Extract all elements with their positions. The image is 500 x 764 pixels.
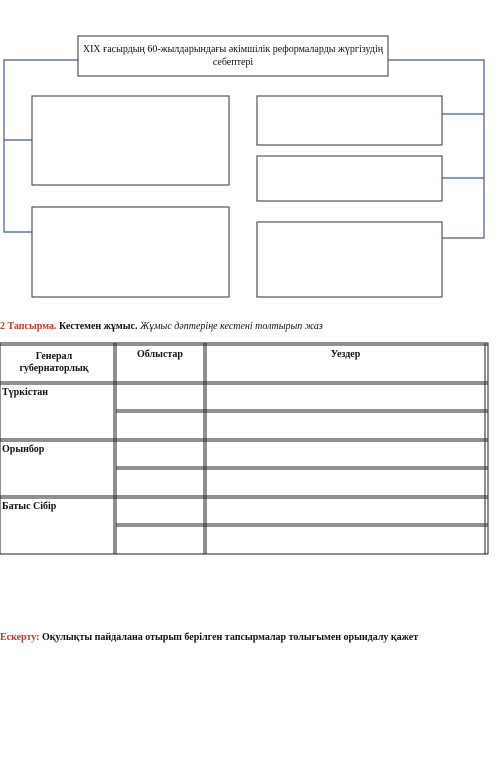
task-heading (0, 321, 323, 332)
task-instruction: Жұмыс дәптеріңе кестені толтырып жаз (140, 321, 323, 332)
task-label: Кестемен жұмыс. (58, 321, 138, 332)
reason-box-5[interactable] (257, 222, 442, 297)
row-label-orenburg: Орынбор (2, 444, 45, 455)
reason-box-3[interactable] (257, 96, 442, 145)
row-label-turkestan: Түркістан (2, 387, 49, 398)
header-oblasts: Облыстар (137, 349, 183, 360)
row-label-west-siberia: Батыс Сібір (2, 501, 57, 512)
task-number: 2 Тапсырма. (0, 321, 57, 332)
reason-box-2[interactable] (32, 207, 229, 297)
header-uezds: Уездер (330, 349, 361, 360)
right-connector (388, 60, 484, 238)
diagram-title: XIX ғасырдың 60-жылдарындағы әкімшілік реформаларды жүргізудің себептері (82, 44, 384, 68)
note (0, 632, 418, 643)
header-governorate: Генерал губернаторлық (19, 351, 89, 374)
note-label: Ескерту: (0, 632, 40, 643)
reason-box-4[interactable] (257, 156, 442, 201)
note-text: Оқулықты пайдалана отырып берілген тапсырмалар толығымен орындалу қажет (41, 632, 419, 643)
reason-box-1[interactable] (32, 96, 229, 185)
